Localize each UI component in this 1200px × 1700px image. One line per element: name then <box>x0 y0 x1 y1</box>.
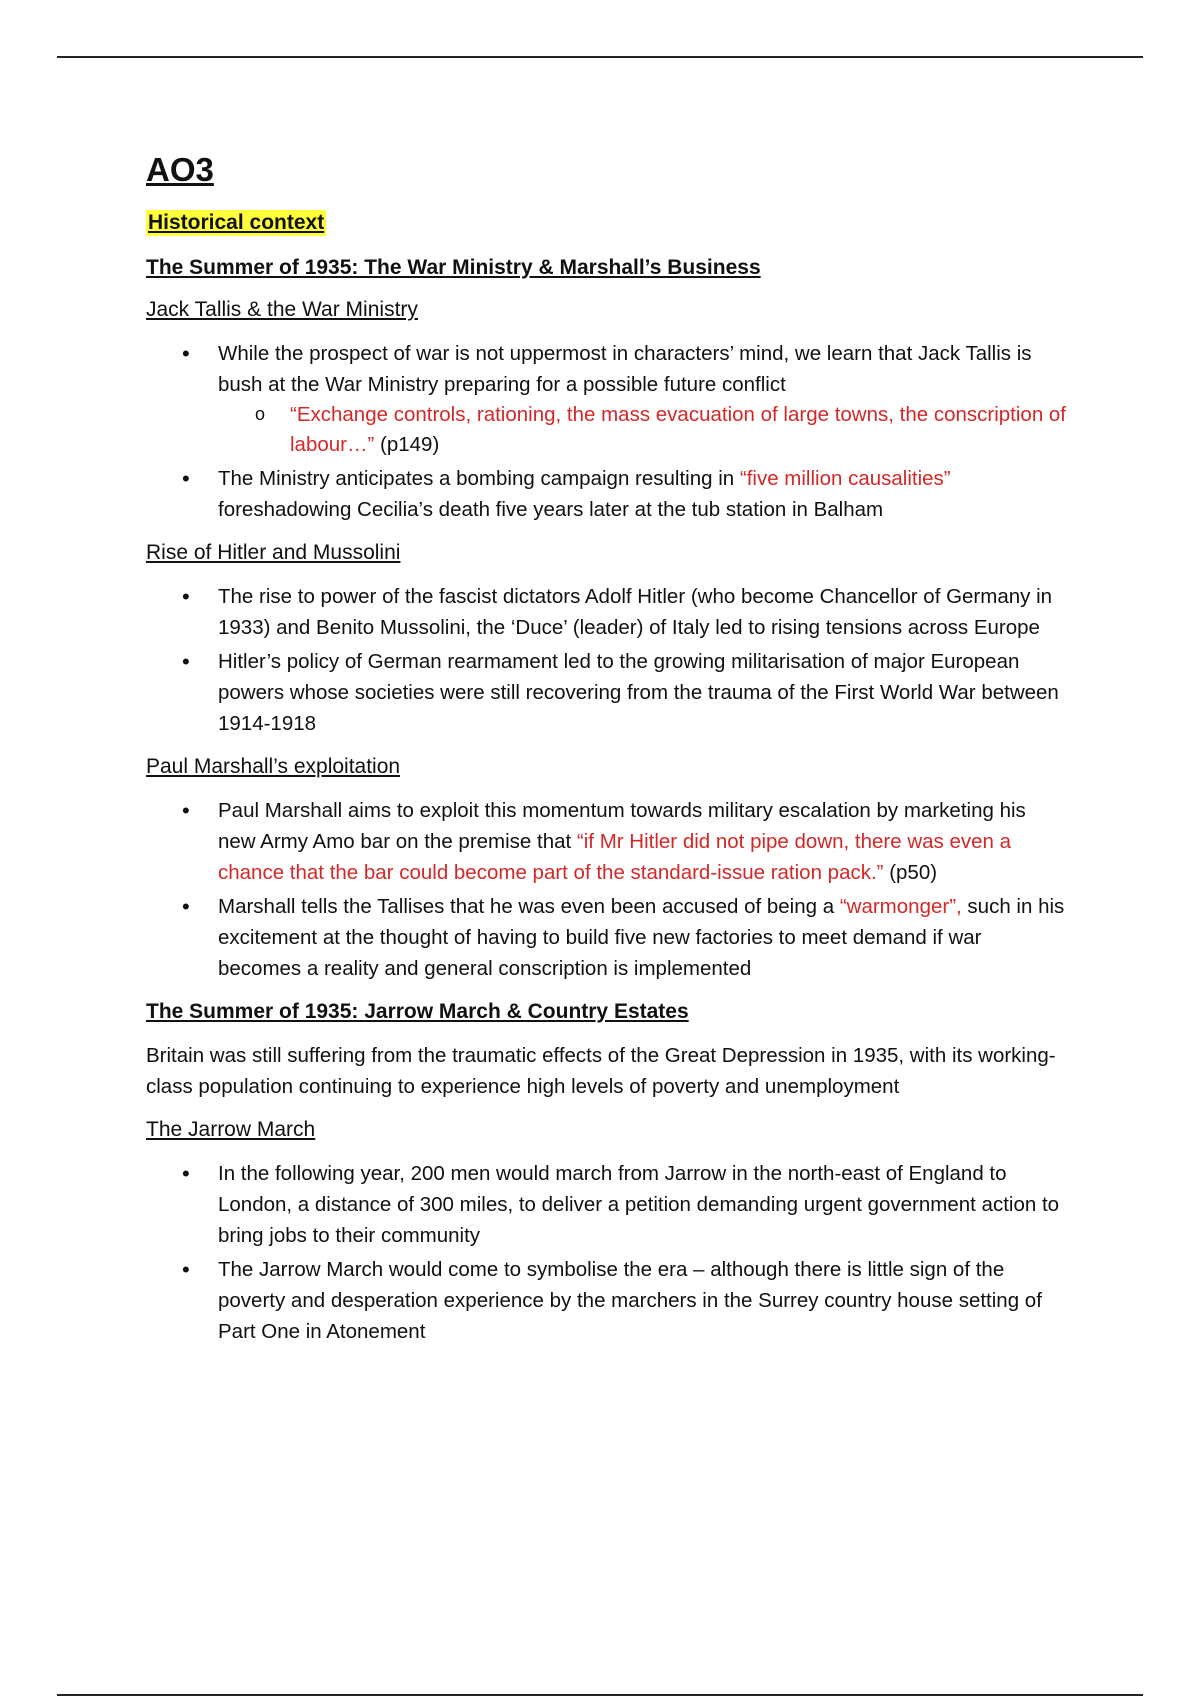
list-item: • The rise to power of the fascist dictators Adolf Hitler (who become Chancellor of Germany in 1933) and Benito Mussolini, the ‘Duce’ (leader) of Italy led to rising tensions across Europe <box>146 581 1066 643</box>
page-reference: (p50) <box>883 861 938 884</box>
list-item <box>146 463 1066 525</box>
bullet-text: Paul Marshall aims to exploit this momentum towards military escalation by marketing his new Army Amo bar on the premise that <box>218 799 1026 853</box>
page-title: AO3 <box>146 151 214 188</box>
list-item <box>218 400 1066 460</box>
list-item: • The Jarrow March would come to symbolise the era – although there is little sign of the poverty and desperation experience by the marchers in the Surrey country house setting of Part One in Atonement <box>146 1254 1066 1347</box>
document-body <box>146 150 1066 1361</box>
quote: “Exchange controls, rationing, the mass evacuation of large towns, the conscription of labour…” <box>290 403 1067 456</box>
list-item <box>146 891 1066 984</box>
bullet-list-jack-tallis <box>146 338 1066 525</box>
bullet-text: While the prospect of war is not uppermost in characters’ mind, we learn that Jack Tallis is bush at the War Ministry preparing for a possible future conflict <box>218 342 1032 396</box>
list-item <box>146 338 1066 460</box>
subheading-hitler-mussolini: Rise of Hitler and Mussolini <box>146 541 401 564</box>
section-heading-war-ministry: The Summer of 1935: The War Ministry & Marshall’s Business <box>146 256 761 279</box>
bullet-text: The Ministry anticipates a bombing campaign resulting in <box>218 467 740 490</box>
list-item: • In the following year, 200 men would march from Jarrow in the north-east of England to London, a distance of 300 miles, to deliver a petition demanding urgent government action to bring jobs to their community <box>146 1158 1066 1251</box>
bullet-text: Marshall tells the Tallises that he was even been accused of being a <box>218 895 840 918</box>
bottom-rule <box>57 1694 1143 1696</box>
bullet-text: foreshadowing Cecilia’s death five years later at the tub station in Balham <box>218 498 884 521</box>
quote: “five million causalities” <box>739 467 951 490</box>
bullet-list-hitler-mussolini <box>146 581 1066 739</box>
top-rule <box>57 56 1143 58</box>
sub-bullet-list <box>218 400 1066 460</box>
bullet-list-jarrow-march <box>146 1158 1066 1347</box>
quote: “if Mr Hitler did not pipe down, there was even a chance that the bar could become part of the standard-issue ration pack.” <box>218 830 1012 884</box>
subheading-jack-tallis: Jack Tallis & the War Ministry <box>146 298 418 321</box>
subheading-jarrow-march: The Jarrow March <box>146 1118 316 1141</box>
intro-paragraph: Britain was still suffering from the traumatic effects of the Great Depression in 1935, with its working-class population continuing to experience high levels of poverty and unemployment <box>146 1044 1056 1098</box>
page-reference: (p149) <box>374 433 440 456</box>
quote: “warmonger”, <box>839 895 962 918</box>
bullet-list-paul-marshall <box>146 795 1066 984</box>
list-item: • Hitler’s policy of German rearmament led to the growing militarisation of major European powers whose societies were still recovering from the trauma of the First World War between 1914-1918 <box>146 646 1066 739</box>
highlighted-heading: Historical context <box>148 211 325 234</box>
section-heading-jarrow-march: The Summer of 1935: Jarrow March & Country Estates <box>146 1000 689 1023</box>
list-item <box>146 795 1066 888</box>
bullet-text: such in his excitement at the thought of having to build five new factories to meet demand if war becomes a reality and general conscription is implemented <box>218 895 1065 980</box>
subheading-paul-marshall: Paul Marshall’s exploitation <box>146 755 401 778</box>
